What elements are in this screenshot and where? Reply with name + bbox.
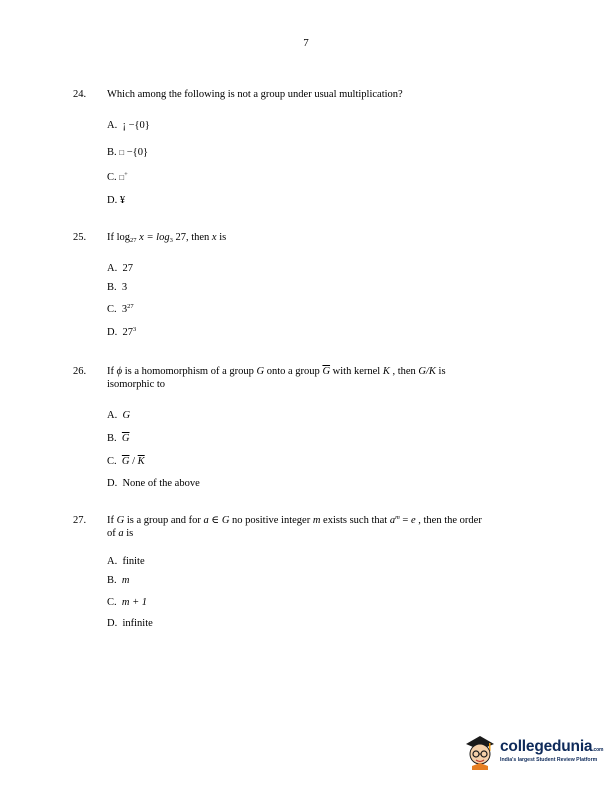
question-number: 25. [73,232,87,243]
question-text: If G is a group and for a ∈ G no positive integer m exists such that $a^m = e$ , then the order of a is [107,514,482,540]
option: B. 3 [107,282,128,293]
option: D. infinite [107,618,153,629]
collegedunia-logo [462,730,607,770]
logo-tagline: India's largest Student Review Platform [500,757,598,763]
option: C. $3^{27}$ [107,303,134,315]
logo-wordmark: collegedunia.com [500,738,604,755]
option: A. ¡ −{0} [107,120,150,131]
question-number: 27. [73,515,87,526]
question-number: 24. [73,89,87,100]
option: A. 27 [107,263,133,274]
question-number: 26. [73,366,87,377]
option: B. □ −{0} [107,147,148,158]
option: D. None of the above [107,478,200,489]
option: C. □+ [107,171,128,183]
question-text: If $\log_{27} x = \log_3 27$, then x is [107,232,227,244]
option: D. ¥ [107,195,126,206]
option: A. G [107,410,131,421]
question-text: If ϕ is a homomorphism of a group G onto a group $\overline{G}$ with kernel K , then G/K is isomorphic to [107,366,446,391]
option: B. $\overline{G}$ [107,433,130,444]
option: C. $\overline{G} / \overline{K}$ [107,456,145,467]
option: C. m + 1 [107,597,148,608]
option: B. m [107,575,130,586]
mascot-icon [462,730,498,770]
question-text: Which among the following is not a group under usual multiplication? [107,89,403,100]
page-number: 7 [303,37,309,49]
option: D. $27^3$ [107,326,137,338]
option: A. finite [107,556,145,567]
